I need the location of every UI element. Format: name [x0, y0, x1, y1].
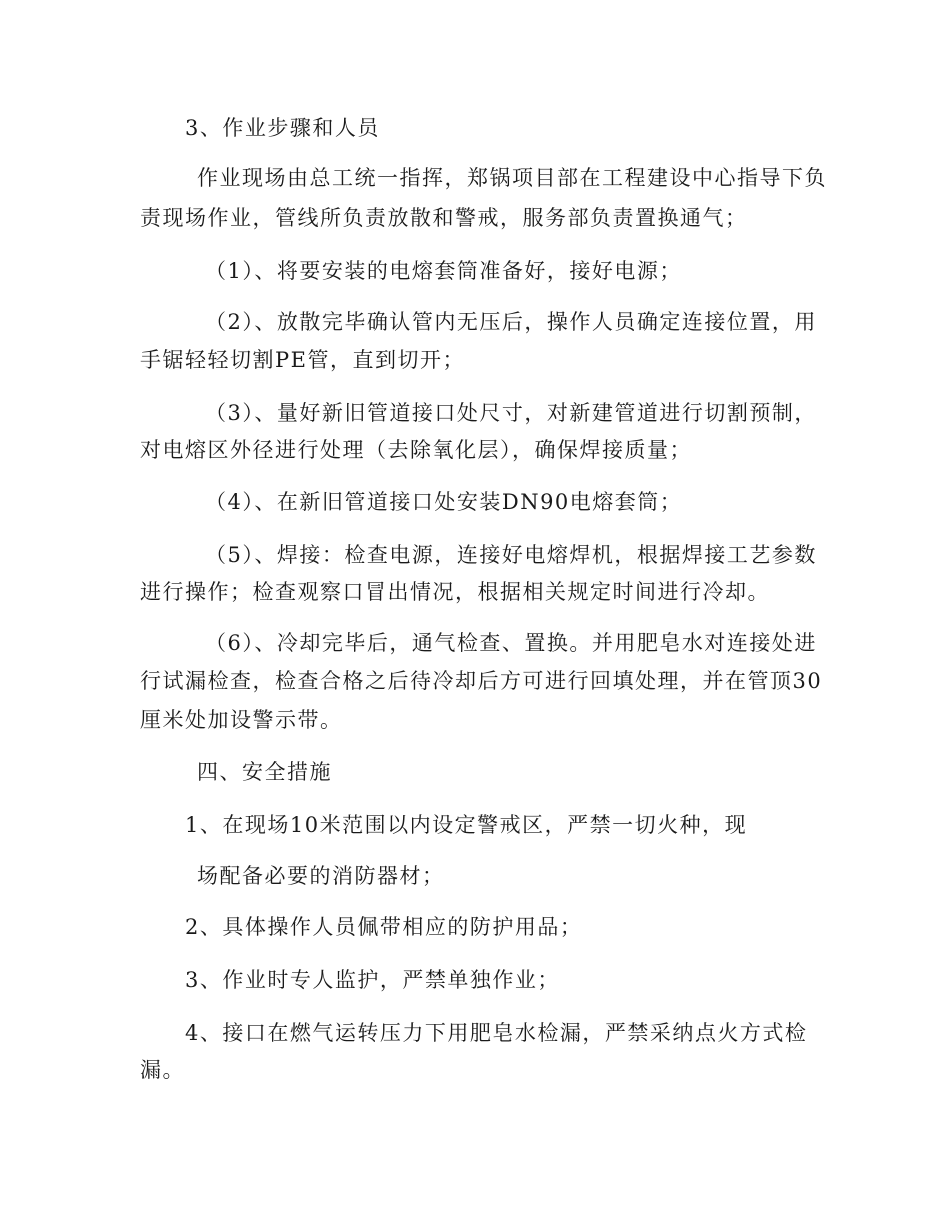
- safety-item-1: 1、在现场10米范围以内设定警戒区，严禁一切火种，现: [185, 813, 748, 837]
- step-item-6: （6）、冷却完毕后，通气检查、置换。并用肥皂水对连接处进: [205, 631, 817, 655]
- step-heading: 3、作业步骤和人员: [185, 116, 380, 140]
- step-item-6-cont: 厘米处加设警示带。: [140, 708, 343, 732]
- step-item-3: （3）、量好新旧管道接口处尺寸，对新建管道进行切割预制，: [205, 401, 817, 425]
- step-item-6-cont: 行试漏检查，检查合格之后待冷却后方可进行回填处理，并在管顶30: [140, 669, 823, 693]
- paragraph-line: 作业现场由总工统一指挥，郑锅项目部在工程建设中心指导下负: [197, 166, 827, 190]
- step-item-4: （4）、在新旧管道接口处安装DN90电熔套筒；: [205, 490, 683, 514]
- safety-item-3: 3、作业时专人监护，严禁单独作业；: [185, 968, 560, 992]
- safety-item-4: 4、接口在燃气运转压力下用肥皂水检漏，严禁采纳点火方式检: [185, 1021, 808, 1045]
- section-heading: 四、安全措施: [197, 760, 332, 784]
- step-item-5-cont: 进行操作；检查观察口冒出情况，根据相关规定时间进行冷却。: [140, 580, 770, 604]
- safety-item-4-cont: 漏。: [140, 1058, 185, 1082]
- step-item-3-cont: 对电熔区外径进行处理（去除氧化层），确保焊接质量；: [140, 438, 692, 462]
- step-item-5: （5）、焊接：检查电源，连接好电熔焊机，根据焊接工艺参数: [205, 543, 817, 567]
- step-item-2: （2）、放散完毕确认管内无压后，操作人员确定连接位置，用: [205, 310, 817, 334]
- safety-item-2: 2、具体操作人员佩带相应的防护用品；: [185, 915, 583, 939]
- paragraph-line: 责现场作业，管线所负责放散和警戒，服务部负责置换通气；: [140, 206, 748, 230]
- safety-item-1-cont: 场配备必要的消防器材；: [197, 864, 445, 888]
- step-item-1: （1）、将要安装的电熔套筒准备好，接好电源；: [205, 259, 682, 283]
- step-item-2-cont: 手锯轻轻切割PE管，直到切开；: [140, 348, 465, 372]
